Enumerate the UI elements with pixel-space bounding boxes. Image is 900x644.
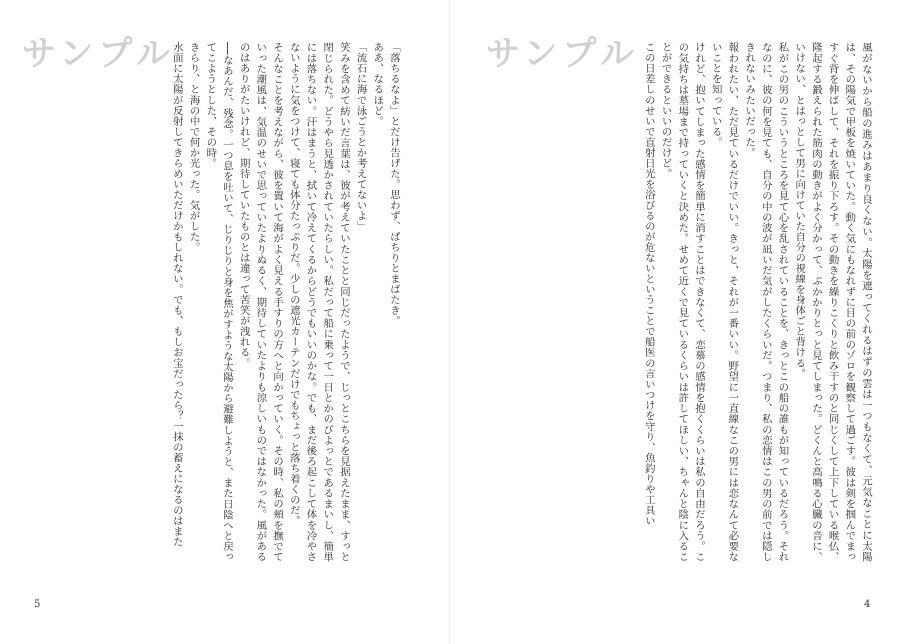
paragraph: この日差しのせいで直射日光を浴びるのが危ないということで船医の言いつけを守り、魚釣りや工具い <box>642 42 655 526</box>
paragraph: 水面に太陽が反射してきらめいただけかもしれない。でも、もしお宝だったら？一抹の蓄えになるのはまた <box>170 42 183 547</box>
paragraph: そんなことを考えながら、彼を置いて海がよく見える手すりの方へと向かっていく。その時、私の頬を撫でていった潮風は、気温のせいで思っていたよりぬるく、期待していたよりも涼しいものではなかった。風があるのはありがたいけれど、期待していたものとは違って苦笑が洩れる。 <box>237 42 284 562</box>
sample-watermark: サンプル <box>486 34 639 74</box>
paragraph: 風がないから船の進みはあまり良くない。太陽を遮ってくれるはずの雲は一つもなくて、元気なことに太陽は、その陽気で甲板を焼いていた。動く気にもなれずに目の前のゾロを観察して過ごす。彼は剣を掴んでまっすぐ背を伸ばして、それを振り下ろす。その動きを繰りこくりと飲み干すのと同じくして上下している喉仏、隆起する鍛えられた筋肉の動きがよく分かって、ぷかかりとっと見てしまった。どくんと高鳴る心臓の音に、いけない、とはっとして男に向けていた自分の視線を身体ごと背ける。 <box>793 42 872 562</box>
paragraph: けれど、抱いてしまった感情を簡単に消すことはできなくて、恋慕の感情を抱くくらいは私の自由だろう。この気持ちは墓場まで持っていくと決めた。せめて近くで見ているくらいは許してほしい、ちゃんと陰に入ることができるといいのだけど。 <box>659 42 705 562</box>
paragraph: きらり、と海の中で何か光った。気がした。 <box>187 42 200 253</box>
paragraph: 報われたい、ただ見ているだけでいい。きっと、それが一番いい。野望に一直線なこの男には恋なんて必要ないことを知っている。 <box>709 42 739 562</box>
right-page <box>450 0 900 644</box>
sample-watermark: サンプル <box>22 34 175 74</box>
paragraph: 「落ちるなよ」とだけ告げた。思わず、ぱちりとまばたき。 <box>388 42 400 327</box>
paragraph: ──なあんだ、残念。一つ息を吐いて、じりじりと身を焦がすような太陽から避難しようと、また日陰へと戻ってこようとした、その時。 <box>204 42 233 562</box>
paragraph: 「流石に海で泳ごうとか考えてないよ」 <box>354 42 367 232</box>
paragraph: ああ、なるほど。 <box>371 42 384 127</box>
paragraph: 笑みを含めて紡いだ言葉は、彼が考えていたことと同じだったようで、じっとこちらを見据えたまま、すっと閉じられた。どうやら見透かされていたらしい。私だって船に乗って一日とかのびよっとであるまいし、簡単には落ちない。汗はまうと、拭いて冷えてくるからどうでもいいのかな。でも、まだ後ろ起こして体を冷やさないように気をつけて、寝ても体分たっぷりだ。少しの遮光カーテンだけでもちょっと落ち着くのだ。 <box>287 42 350 562</box>
page-number: 4 <box>864 599 871 610</box>
paragraph: 私がこの男のこういうところを見て心を乱されていることを、きっとこの船の誰もが知っているだろう。それなのに、彼の何を見ても、自分の中の波が凪いだ気がしたくらいだ。つまり、私の恋情はこの男の前では隠しきれないみたいだった。 <box>743 42 789 562</box>
page-number: 5 <box>34 599 41 610</box>
right-page-body <box>472 42 874 562</box>
left-page-body <box>60 42 402 562</box>
